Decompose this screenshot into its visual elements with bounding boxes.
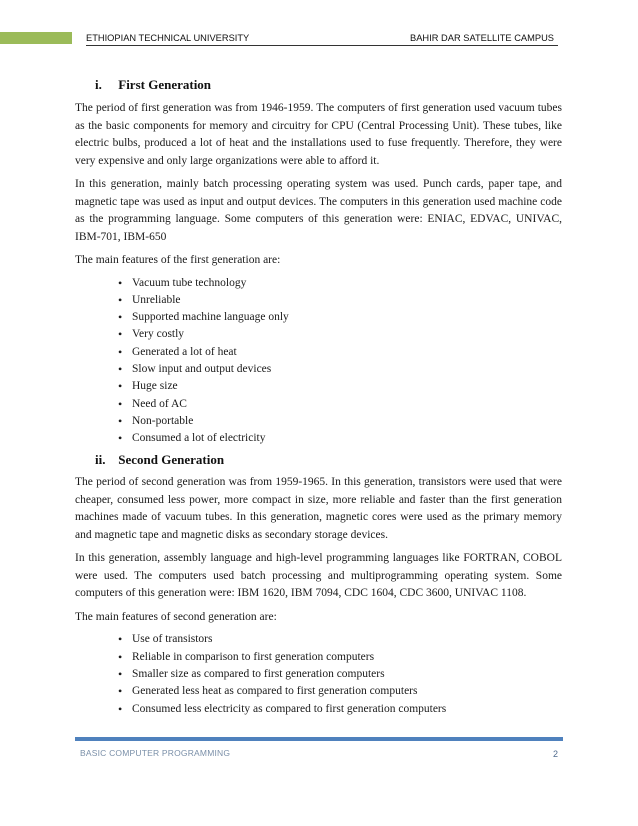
header-campus: BAHIR DAR SATELLITE CAMPUS [410,33,554,43]
section-heading-second-generation [95,450,562,470]
paragraph: The period of second generation was from 1959-1965. In this generation, transistors were used that were cheaper, consumed less power, more compact in size, more reliable and faster than the first generation machines made of vacuum tubes. In this generation, magnetic cores were used as the primary memory and magnetic tape and magnetic disks as secondary storage devices. [75,476,562,541]
header-accent-bar [0,32,72,44]
list-item: • Vacuum tube technology [118,275,562,292]
list-item: • Reliable in comparison to first generation computers [118,649,562,666]
list-item: • Non-portable [118,413,562,430]
list-item: • Slow input and output devices [118,361,562,378]
section-number: i. [95,77,102,92]
list-item: • Consumed a lot of electricity [118,430,562,447]
list-item: • Huge size [118,378,562,395]
footer-course-title: BASIC COMPUTER PROGRAMMING [80,748,231,758]
features-list-first-generation [75,275,562,448]
list-item: • Generated less heat as compared to first generation computers [118,683,562,700]
features-list-second-generation [75,631,562,717]
page-header [86,33,558,46]
list-item: • Unreliable [118,292,562,309]
list-item: • Supported machine language only [118,309,562,326]
section-number: ii. [95,452,106,468]
features-intro: The main features of the first generation are: [75,254,281,266]
page-number: 2 [552,749,558,759]
section-heading-first-generation [95,75,562,95]
list-item: • Smaller size as compared to first generation computers [118,666,562,683]
page-content [75,72,562,718]
list-item: • Generated a lot of heat [118,344,562,361]
footer-bar [75,737,563,741]
list-item: • Need of AC [118,396,562,413]
section-title: Second Generation [118,452,225,468]
paragraph: The period of first generation was from 1946-1959. The computers of first generation used vacuum tubes as the basic components for memory and circuitry for CPU (Central Processing Unit). These tubes, like electric bulbs, produced a lot of heat and the installations used to fuse frequently. Therefore, they were very expensive and only large organizations were able to afford it. [75,102,562,167]
header-institution: ETHIOPIAN TECHNICAL UNIVERSITY [86,33,250,43]
paragraph: In this generation, assembly language and high-level programming languages like FORTRAN, COBOL were used. The computers used batch processing and multiprogramming operating system. Some computers of this generation were: IBM 1620, IBM 7094, CDC 1604, CDC 3600, UNIVAC 1108. [75,552,562,600]
section-title: First Generation [118,77,212,92]
paragraph: In this generation, mainly batch processing operating system was used. Punch cards, paper tape, and magnetic tape was used as input and output devices. The computers in this generation used machine code as the programming language. Some computers of this generation were: ENIAC, EDVAC, UNIVAC, IBM-701, IBM-650 [75,178,562,243]
list-item: • Consumed less electricity as compared to first generation computers [118,701,562,718]
features-intro: The main features of second generation are: [75,610,277,623]
list-item: • Very costly [118,326,562,343]
list-item: • Use of transistors [118,631,562,648]
